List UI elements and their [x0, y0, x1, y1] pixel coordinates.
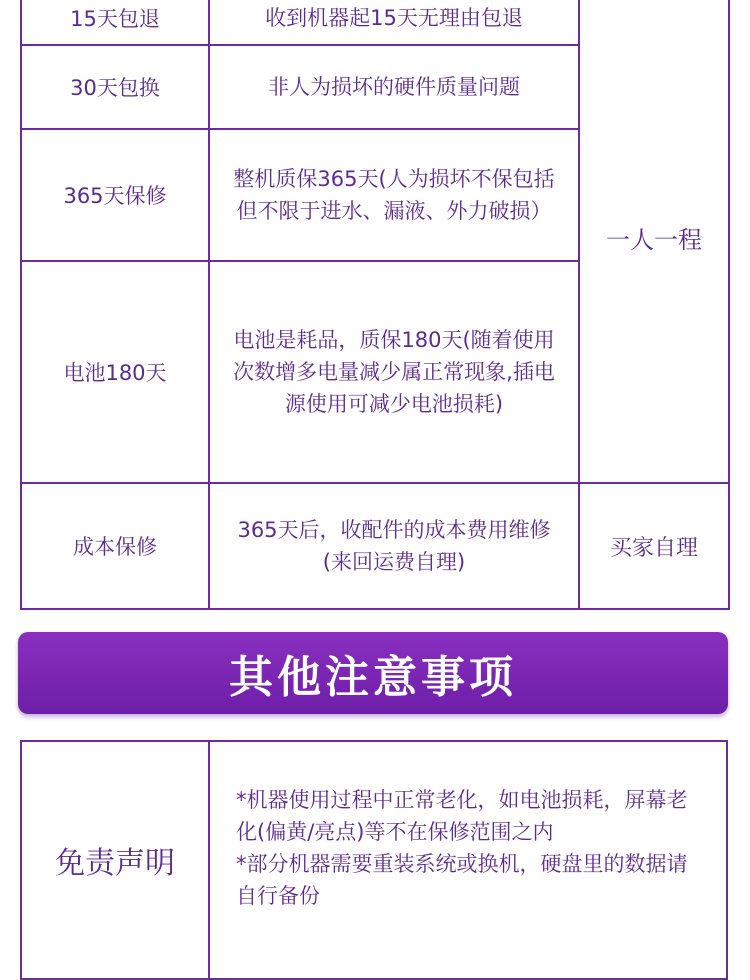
- policy-name: 电池180天: [21, 261, 209, 483]
- table-row: [21, 483, 729, 609]
- policy-desc: 整机质保365天(人为损坏不保包括但不限于进水、漏液、外力破损）: [209, 129, 579, 261]
- warranty-table: [20, 0, 730, 610]
- policy-desc: 收到机器起15天无理由包退: [209, 0, 579, 45]
- policy-desc: 电池是耗品，质保180天(随着使用次数增多电量减少属正常现象,插电源使用可减少电池损耗): [209, 261, 579, 483]
- disclaimer-body: [209, 741, 727, 979]
- table-row: [21, 741, 727, 979]
- policy-name: 成本保修: [21, 483, 209, 609]
- policy-name: 365天保修: [21, 129, 209, 261]
- policy-name: 15天包退: [21, 0, 209, 45]
- disclaimer-label: 免责声明: [21, 741, 209, 979]
- shipping-responsibility-seller: 一人一程: [579, 0, 729, 483]
- policy-desc: 365天后，收配件的成本费用维修(来回运费自理): [209, 483, 579, 609]
- policy-desc: 非人为损坏的硬件质量问题: [209, 45, 579, 129]
- disclaimer-note: *机器使用过程中正常老化，如电池损耗，屏幕老化(偏黄/亮点)等不在保修范围之内: [236, 788, 688, 844]
- disclaimer-note: *部分机器需要重装系统或换机，硬盘里的数据请自行备份: [236, 852, 688, 908]
- section-header-banner: [18, 632, 728, 714]
- section-title: 其他注意事项: [229, 652, 517, 703]
- policy-name: 30天包换: [21, 45, 209, 129]
- shipping-responsibility-buyer: 买家自理: [579, 483, 729, 609]
- disclaimer-table: [20, 740, 728, 980]
- table-row: [21, 0, 729, 45]
